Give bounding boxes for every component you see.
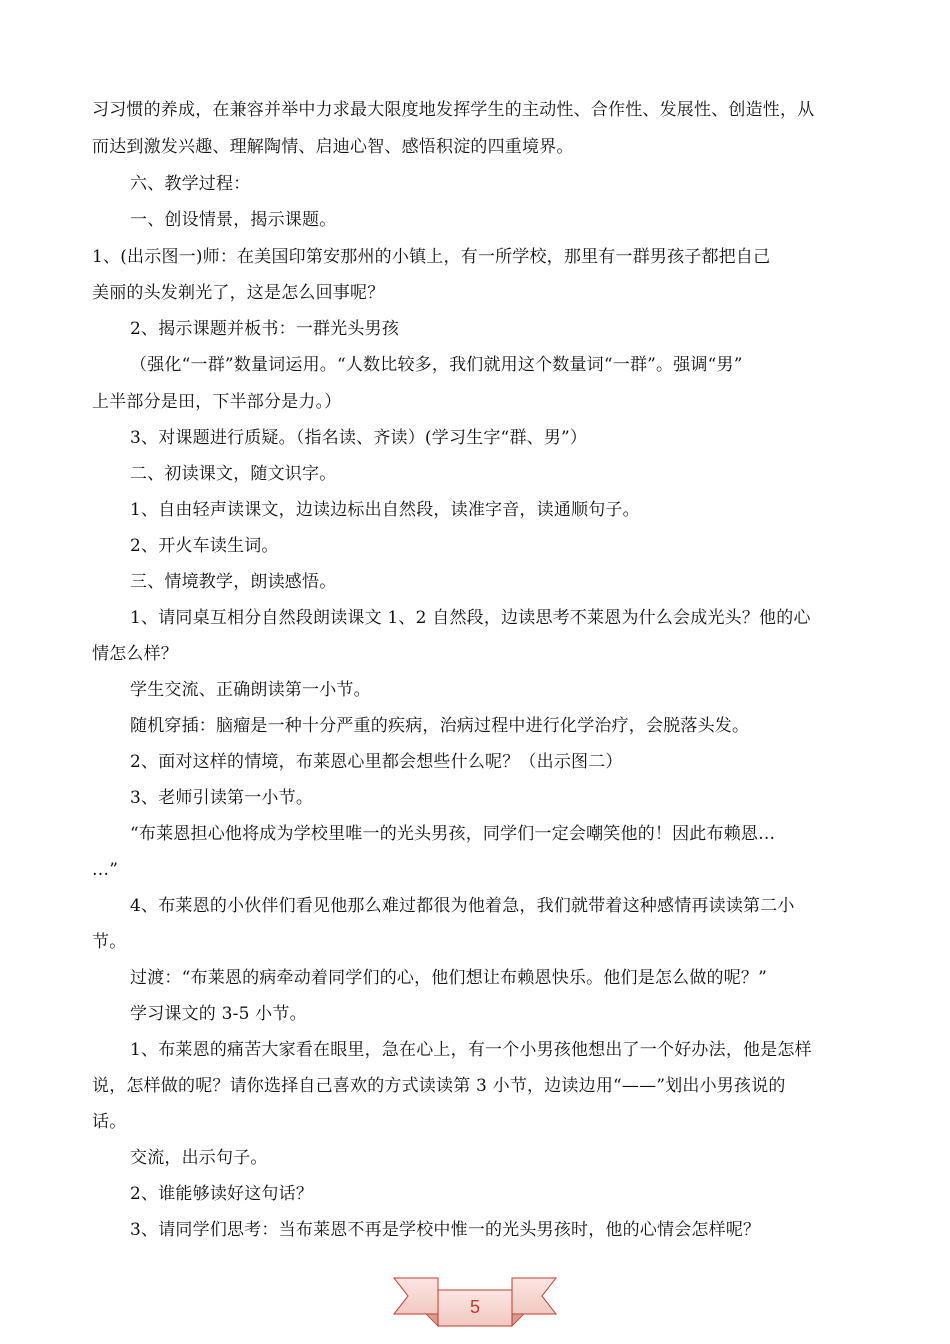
body-line: 情怎么样？: [92, 644, 178, 664]
body-line: 4、布莱恩的小伙伴们看见他那么难过都很为他着急，我们就带着这种感情再读读第二小: [130, 896, 795, 916]
quote-line: “布莱恩担心他将成为学校里唯一的光头男孩，同学们一定会嘲笑他的！因此布赖恩…: [130, 824, 776, 844]
body-line: 学习课文的 3-5 小节。: [130, 1004, 307, 1024]
section-heading: 一、创设情景，揭示课题。: [130, 210, 337, 230]
body-line: 3、老师引读第一小节。: [130, 788, 314, 808]
body-line: 而达到激发兴趣、理解陶情、启迪心智、感悟积淀的四重境界。: [92, 137, 574, 157]
body-line: 2、开火车读生词。: [130, 536, 279, 556]
body-line: 2、面对这样的情境，布莱恩心里都会想些什么呢？（出示图二）: [130, 752, 623, 772]
page-number: 5: [469, 1297, 480, 1317]
body-line: 1、布莱恩的痛苦大家看在眼里，急在心上，有一个小男孩他想出了一个好办法，他是怎样: [130, 1040, 812, 1060]
section-heading: 三、情境教学，朗读感悟。: [130, 572, 337, 592]
body-line: 1、请同桌互相分自然段朗读课文 1、2 自然段，边读思考不莱恩为什么会成光头？他的心: [130, 608, 811, 628]
body-line: 节。: [92, 932, 127, 952]
body-line: 2、谁能够读好这句话？: [130, 1184, 314, 1204]
section-heading: 二、初读课文，随文识字。: [130, 464, 337, 484]
body-line: 1、(出示图一)师：在美国印第安那州的小镇上，有一所学校，那里有一群男孩子都把自己: [92, 247, 771, 267]
body-line: 2、揭示课题并板书：一群光头男孩: [130, 319, 400, 339]
body-line: （强化“一群”数量词运用。“人数比较多，我们就用这个数量词“一群”。强调“男”: [130, 355, 743, 375]
body-line: 说，怎样做的呢？请你选择自己喜欢的方式读读第 3 小节，边读边用“——”划出小男孩说的: [92, 1076, 786, 1096]
body-line: 交流，出示句子。: [130, 1148, 268, 1168]
body-line: 话。: [92, 1112, 127, 1132]
body-line: 学生交流、正确朗读第一小节。: [130, 680, 371, 700]
section-heading: 六、教学过程：: [130, 174, 251, 194]
body-line: 随机穿插：脑瘤是一种十分严重的疾病，治病过程中进行化学治疗，会脱落头发。: [130, 716, 750, 736]
body-line: 3、对课题进行质疑。（指名读、齐读）(学习生字“群、男”）: [130, 428, 588, 448]
quote-line: …”: [92, 860, 119, 880]
body-line: 过渡：“布莱恩的病牵动着同学们的心，他们想让布赖恩快乐。他们是怎么做的呢？”: [130, 968, 767, 988]
body-line: 上半部分是田，下半部分是力。）: [92, 392, 342, 412]
body-line: 美丽的头发剃光了，这是怎么回事呢？: [92, 283, 385, 303]
body-line: 习习惯的养成，在兼容并举中力求最大限度地发挥学生的主动性、合作性、发展性、创造性，从: [92, 100, 815, 120]
body-line: 1、自由轻声读课文，边读边标出自然段，读准字音，读通顺句子。: [130, 500, 640, 520]
body-line: 3、请同学们思考：当布莱恩不再是学校中惟一的光头男孩时，他的心情会怎样呢？: [130, 1220, 761, 1240]
